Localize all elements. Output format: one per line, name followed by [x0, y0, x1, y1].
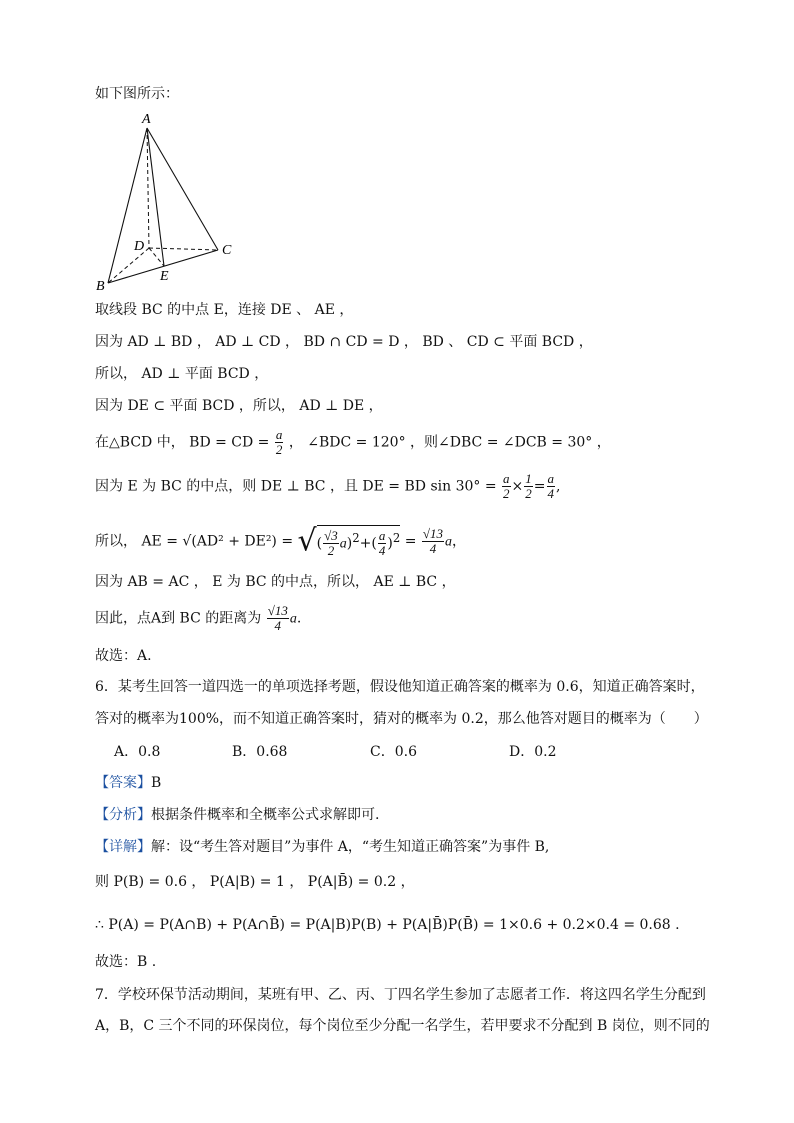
label-E: E — [160, 269, 169, 284]
analysis-text: 根据条件概率和全概率公式求解即可. — [151, 807, 380, 823]
sol5-line5 — [95, 428, 611, 457]
sol5-line4: 因为 DE ⊂ 平面 BCD ，所以， AD ⊥ DE ， — [95, 398, 383, 414]
tetrahedron-figure — [88, 108, 248, 293]
label-A: A — [142, 112, 151, 127]
label-B: B — [96, 279, 105, 293]
sol5-line6: 因为 E 为 BC 的中点，则 DE ⊥ BC ，且 DE = BD sin 30° = $\frac{a}{2}$ × $\frac{1}{2}$ = $\frac{a}{4}$ , — [95, 471, 561, 501]
detail-tag: 【详解】 — [95, 839, 151, 855]
q6-answer — [95, 773, 161, 793]
sol5-line2: 因为 AD ⊥ BD ， AD ⊥ CD ， BD ∩ CD = D ， BD 、 CD ⊂ 平面 BCD ， — [95, 334, 593, 350]
q6-option-d: D．0.2 — [509, 744, 557, 760]
q6-analysis — [95, 805, 379, 825]
q7-line1: 7．学校环保节活动期间，某班有甲、乙、丙、丁四名学生参加了志愿者工作．将这四名学生分配到 — [95, 987, 706, 1003]
sol5-line8: 因为 AB = AC ， E 为 BC 的中点，所以， AE ⊥ BC ， — [95, 574, 456, 590]
sol5-line9-pre: 因此，点A到 BC 的距离为 — [95, 610, 262, 627]
q7-line2: A，B，C 三个不同的环保岗位，每个岗位至少分配一名学生，若甲要求不分配到 B 岗位，则不同的 — [95, 1018, 710, 1034]
detail-text: 解：设“考生答对题目”为事件 A，“考生知道正确答案”为事件 B, — [151, 839, 550, 855]
sol5-line5-post: ， ∠BDC = 120° ，则∠DBC = ∠DCB = 30° ， — [288, 434, 611, 451]
q6-option-c: C．0.6 — [370, 744, 417, 760]
label-C: C — [222, 243, 232, 258]
frac-a-over-2: $\frac{a}{2}$ — [275, 427, 283, 457]
answer-value: B — [151, 775, 162, 791]
q6-final: 故选：B . — [95, 954, 157, 970]
q6-line2: 答对的概率为100%，而不知道正确答案时，猜对的概率为 0.2，那么他答对题目的概率为（ ） — [95, 711, 708, 727]
sol5-line7: 所以， AE = √(AD² + DE²) = √( $\frac{√3}{2}$ a)$^2$+( $\frac{a}{4}$ )$^2$ = $\frac{√13}{4}$ a， — [95, 523, 467, 559]
analysis-tag: 【分析】 — [95, 807, 151, 823]
answer-tag: 【答案】 — [95, 775, 151, 791]
sol5-line9: 因此，点A到 BC 的距离为 $\frac{√13}{4}$ a. — [95, 603, 302, 633]
q6-option-b: B．0.68 — [232, 744, 288, 760]
sol5-answer: 故选：A. — [95, 648, 152, 664]
label-D: D — [134, 239, 145, 254]
sol5-line7-pre: 所以， AE = √(AD² + DE²) = — [95, 533, 294, 550]
sol5-line6-pre: 因为 E 为 BC 的中点，则 DE ⊥ BC ，且 DE = BD sin 30° = — [95, 478, 497, 495]
q6-option-a: A．0.8 — [114, 744, 161, 760]
sol5-line3: 所以， AD ⊥ 平面 BCD ， — [95, 366, 269, 382]
q6-total-probability: ∴ P(A) = P(A∩B) + P(A∩B̄) = P(A|B)P(B) + P(A|B̄)P(B̄) = 1×0.6 + 0.2×0.4 = 0.68 . — [95, 917, 680, 933]
q6-conditions: 则 P(B) = 0.6 ， P(A|B) = 1 ， P(A|B̄) = 0.2 ， — [95, 874, 415, 890]
q6-line1: 6．某考生回答一道四选一的单项选择考题，假设他知道正确答案的概率为 0.6，知道正确答案时， — [95, 679, 705, 695]
intro-text: 如下图所示： — [95, 86, 179, 102]
sol5-line5-pre: 在△BCD 中， BD = CD = — [95, 434, 270, 451]
sol5-line1: 取线段 BC 的中点 E，连接 DE 、 AE ， — [95, 302, 354, 318]
q6-detail — [95, 837, 549, 857]
